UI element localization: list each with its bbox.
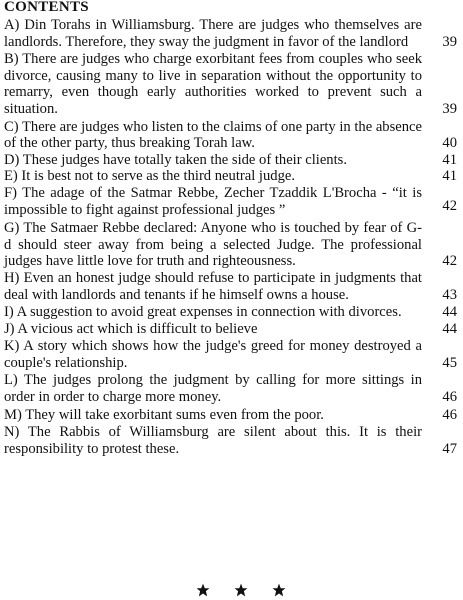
toc-entry-page: 41 xyxy=(442,151,457,168)
toc-entry-text: E) It is best not to serve as the third neutral judge. xyxy=(4,168,295,185)
contents-heading: CONTENTS xyxy=(4,0,89,15)
toc-entry-text: K) A story which shows how the judge's greed for money destroyed a couple's relationship. xyxy=(4,338,422,371)
star-icon xyxy=(272,583,286,597)
toc-entry-page: 46 xyxy=(442,389,457,406)
toc-entry-e xyxy=(4,168,459,185)
toc-entry-page: 44 xyxy=(442,304,457,321)
toc-entry-text: D) These judges have totally taken the side of their clients. xyxy=(4,151,347,168)
star-icon xyxy=(196,583,210,597)
toc-entry-page: 44 xyxy=(442,320,457,337)
toc-entry-page: 43 xyxy=(442,286,457,303)
toc-entry-i xyxy=(4,304,459,321)
toc-entry-text: J) A vicious act which is difficult to believe xyxy=(4,320,258,337)
toc-entry-text: A) Din Torahs in Williamsburg. There are judges who themselves are landlords. Therefore, they sway the judgment in favor of the landlord xyxy=(4,17,422,50)
toc-entry-page: 40 xyxy=(442,135,457,152)
toc-entry-b xyxy=(4,51,459,117)
toc-entry-text: N) The Rabbis of Williamsburg are silent about this. It is their responsibility to protest these. xyxy=(4,424,422,457)
toc-entry-text: G) The Satmaer Rebbe declared: Anyone who is touched by fear of G-d should steer away from being a selected Judge. The professional judges have little love for truth and righteousness. xyxy=(4,220,422,270)
toc-entry-l xyxy=(4,372,459,405)
toc-entry-k xyxy=(4,338,459,371)
toc-entry-h xyxy=(4,270,459,303)
toc-entry-text: C) There are judges who listen to the claims of one party in the absence of the other party, thus breaking Torah law. xyxy=(4,118,422,152)
toc-entry-page: 45 xyxy=(442,354,457,371)
toc-entry-page: 39 xyxy=(442,33,457,50)
star-icon xyxy=(234,583,248,597)
toc-entry-page: 47 xyxy=(442,440,457,457)
toc-entry-m xyxy=(4,407,459,424)
contents-page xyxy=(4,0,459,457)
toc-entry-page: 46 xyxy=(442,406,457,423)
toc-entry-c xyxy=(4,119,459,152)
toc-entry-text: F) The adage of the Satmar Rebbe, Zecher Tzaddik L'Brocha - “it is impossible to fight against professional judges ” xyxy=(4,184,422,218)
section-ornament xyxy=(196,583,286,597)
toc-entry-text: I) A suggestion to avoid great expenses in connection with divorces. xyxy=(4,304,402,321)
toc-entry-text: L) The judges prolong the judgment by calling for more sittings in order in order to charge more money. xyxy=(4,372,422,406)
toc-entry-page: 42 xyxy=(442,197,457,214)
toc-entry-text: H) Even an honest judge should refuse to participate in judgments that deal with landlords and tenants if he himself owns a house. xyxy=(4,269,422,303)
toc-entry-f xyxy=(4,185,459,218)
toc-entry-page: 41 xyxy=(442,168,457,185)
toc-entry-text: M) They will take exorbitant sums even from the poor. xyxy=(4,406,324,423)
toc-entry-n xyxy=(4,424,459,457)
toc-entry-page: 39 xyxy=(442,100,457,117)
toc-entry-text: B) There are judges who charge exorbitant fees from couples who seek divorce, causing many to live in separation without the opportunity to remarry, even though early authorities worked to prevent such a situation. xyxy=(4,51,422,117)
toc-entry-d xyxy=(4,152,459,169)
toc-entry-page: 42 xyxy=(442,253,457,270)
toc-entry-j xyxy=(4,321,459,338)
toc-entry-a xyxy=(4,17,459,50)
contents-list xyxy=(4,17,459,457)
toc-entry-g xyxy=(4,220,459,270)
